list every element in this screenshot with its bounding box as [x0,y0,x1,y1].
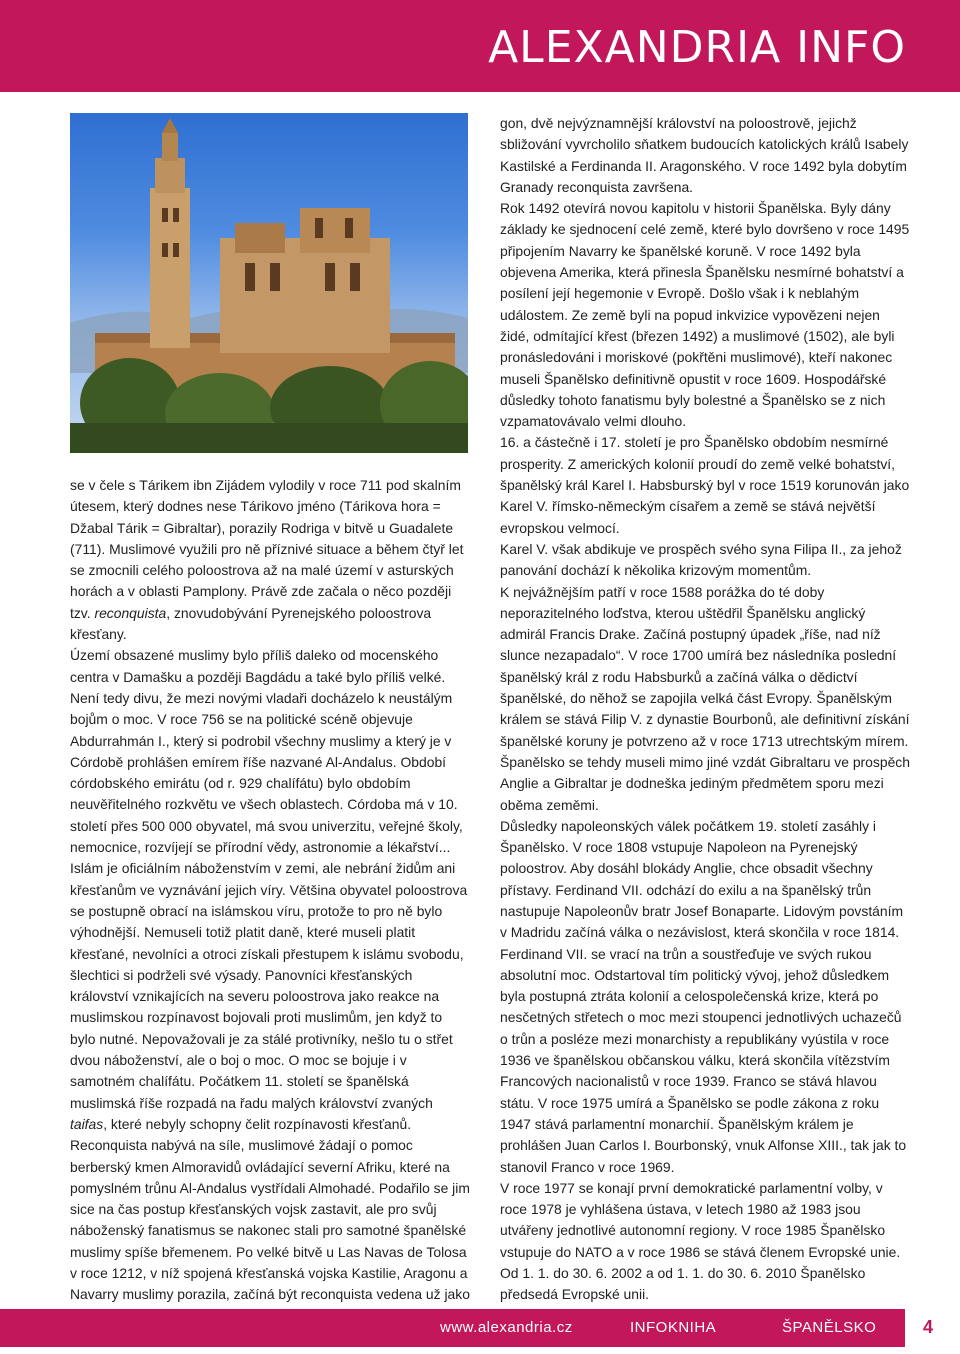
page-number: 4 [923,1317,934,1337]
footer-bar [0,1309,905,1347]
paragraph: Důsledky napoleonských válek počátkem 19. století zasáhly i Španělsko. V roce 1808 vstupuje Napoleon na Pyrenejský poloostrov. Aby dosáhl blokády Anglie, chce obsadit všechny přístavy. Ferdinand VII. odchází do exilu a na španělský trůn nastupuje Napoleonův bratr Josef Bonaparte. Lidovým povstáním v Madridu začíná válka o nezávislost, která skončila v roce 1814. Ferdinand VII. se vrací na trůn a soustřeďuje ve svých rukou absolutní moc. Odstartoval tím politický vývoj, jehož důsledkem byla postupná ztráta kolonií a celospolečenská krize, která po nesčetných střetech o moc mezi stoupenci jednotlivých uchazečů o trůn a posléze mezi monarchisty a republikány vyústila v roce 1936 ve španělskou občanskou válku, která skončila vítězstvím Francových nacionalistů v roce 1939. Franco se stává hlavou státu. V roce 1975 umírá a Španělsko se podle zákona z roku 1947 stává parlamentní monarchií. Španělským králem je prohlášen Juan Carlos I. Bourbonský, vnuk Alfonse XIII., tak jak to stanovil Franco v roce 1969. [500,817,907,1175]
text-span: , znovudobývání Pyrenejského poloostrova křesťany. [70,604,432,643]
left-text-column [70,475,470,1327]
paragraph [70,645,470,1327]
magazine-title: ALEXANDRIA INFO [488,22,906,73]
paragraph: Karel V. však abdikuje ve prospěch svého syna Filipa II., za jehož panování dochází k několika krizovým momentům. [500,540,902,579]
right-text-column [500,113,910,1306]
text-span: , které nebyly schopny čelit rozpínavosti křesťanů. Reconquista nabývá na síle, muslimové žádají o pomoc berberský kmen Almoravidů ovládající severní Afriku, které na pomyslném trůnu Al-Andalus vystřídali Almohadé. Podařilo se jim sice na čas postup křesťanských vojsk zastavit, ale pro svůj náboženský fanatismus se nakonec stali pro samotné španělské muslimy spíše břemenem. Po velké bitvě u Las Navas de Tolosa v roce 1212, v níž spojená křesťanská vojska Kastilie, Aragonu a Navarry muslimy porazila, začíná být reconquista vedena už jako [70,1115,470,1303]
italic-term: reconquista [94,604,167,621]
paragraph: gon, dvě nejvýznamnější království na poloostrově, jejichž sbližování vyvrcholilo sňatkem budoucích katolických králů Isabely Kastilské a Ferdinanda II. Aragonského. V roce 1492 byla dobytím Granady reconquista završena. [500,115,909,195]
paragraph [70,475,470,645]
section-label-infokniha: INFOKNIHA [630,1319,717,1336]
text-span: se v čele s Tárikem ibn Zijádem vylodily v roce 711 pod skalním útesem, který dodnes nese Tárikovo jméno (Tárikova hora = Džabal Tárik = Gibraltar), porazily Rodriga v bitvě u Guadalete (711). Muslimové využili pro ně příznivé situace a během čtyř let se zmocnili celého poloostrova až na malé území v asturských horách a v oblasti Pamplony. Právě zde začala o něco později tzv. [70,477,464,621]
website-link[interactable]: www.alexandria.cz [440,1319,573,1336]
text-span: Území obsazené muslimy bylo příliš daleko od mocenského centra v Damašku a později Bagdádu a také bylo příliš velké. Není tedy divu, že mezi novými vladaři docházelo k neustálým bojům o moc. V roce 756 se na politické scéně objevuje Abdurrahmán I., který si podrobil všechny muslimy a který je v Córdobě prohlášen emírem říše nazvané Al-Andalus. Období córdobského emirátu (od r. 929 chalífátu) bylo obdobím neuvěřitelného rozkvětu ve všech oblastech. Córdoba má v 10. století přes 500 000 obyvatel, má svou univerzitu, veřejné školy, nemocnice, rozvíjejí se přírodní vědy, astronomie a lékařství... Islám je oficiálním náboženstvím v zemi, ale nebrání židům ani křesťanům ve vyznávání jejich víry. Většina obyvatel poloostrova se postupně obrací na islámskou víru, protože to pro ně bylo výhodnější. Nemuseli totiž platit daně, které museli platit křesťané, nevolníci a otroci získali přestupem k islámu svobodu, šlechtici si podrželi své výsady. Panovníci křesťanských království vznikajících na severu poloostrova jako reakce na muslimskou rozpínavost bojovali proti muslimům, jen když to bylo nutné. Nepovažovali je za stálé protivníky, nešlo tu o střet dvou náboženství, ale o boj o moc. O moc se bojuje i v samotném chalífátu. Počátkem 11. století se španělská muslimská říše rozpadá na řadu malých království zvaných [70,647,468,1111]
section-label-spanelsko: ŠPANĚLSKO [782,1319,877,1336]
cathedral-photo [70,113,468,453]
paragraph: 16. a částečně i 17. století je pro Španělsko obdobím nesmírné prosperity. Z amerických kolonií proudí do země velké bohatství, španělský král Karel I. Habsburský byl v roce 1519 korunován jako Karel V. římsko-německým císařem a země se stává největší evropskou velmocí. [500,434,910,536]
italic-term: taifas [70,1115,104,1132]
header-bar [0,0,960,92]
paragraph: Rok 1492 otevírá novou kapitolu v historii Španělska. Byly dány základy ke sjednocení celé země, které bylo dovršeno v roce 1495 připojením Navarry ke španělské koruně. V roce 1492 byla objevena Amerika, která přinesla Španělsku nesmírné bohatství a posílení její hegemonie v Evropě. Došlo však i k neblahým událostem. Ze země byli na popud inkvizice vypovězeni nejen židé, odmítající křest (březen 1492) a muslimové (1502), ale byli pronásledováni i moriskové (pokřtěni muslimové), kteří nakonec museli Španělsko definitivně opustit v roce 1609. Hospodářské důsledky tohoto fanatismu byly bolestné a Španělsko se z nich vzpamatovávalo velmi dlouho. [500,200,910,430]
paragraph: K nejvážnějším patří v roce 1588 porážka do té doby neporazitelného loďstva, kterou uštědřil Španělsku anglický admirál Francis Drake. Začíná postupný úpadek „říše, nad níž slunce nezapadalo“. V roce 1700 umírá bez následníka poslední španělský král z rodu Habsburků a začíná válka o dědictví španělské, do něhož se zapojila velká část Evropy. Španělským králem se stává Filip V. z dynastie Bourbonů, ale definitivní získání španělské koruny je potvrzeno až v roce 1713 utrechtským mírem. Španělsko se tehdy museli mimo jiné vzdát Gibraltaru ve prospěch Anglie a Gibraltar je dodneška jediným předmětem sporu mezi oběma zeměmi. [500,583,910,813]
cathedral-illustration [70,113,468,453]
paragraph: V roce 1977 se konají první demokratické parlamentní volby, v roce 1978 je vyhlášena ústava, v letech 1980 až 1983 jsou utvářeny jednotlivé autonomní regiony. V roce 1985 Španělsko vstupuje do NATO a v roce 1986 se stává členem Evropské unie. Od 1. 1. do 30. 6. 2002 a od 1. 1. do 30. 6. 2010 Španělsko předsedá Evropské unii. [500,1179,901,1303]
